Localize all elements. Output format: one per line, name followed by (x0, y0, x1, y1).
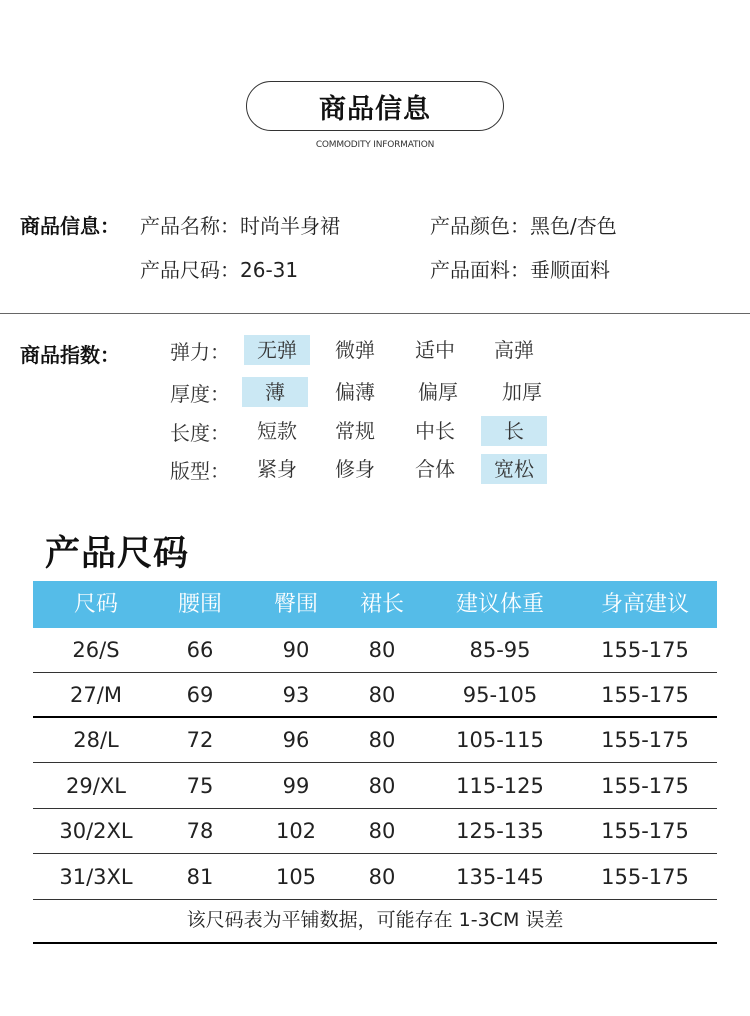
table-cell: 115-125 (456, 774, 544, 798)
table-cell: 80 (368, 683, 396, 707)
table-cell: 80 (368, 774, 396, 798)
index-name-elasticity: 弹力： (170, 340, 230, 364)
table-cell: 105-115 (456, 728, 544, 752)
index-option: 常规 (335, 419, 375, 443)
index-option: 高弹 (494, 338, 534, 362)
info-label: 商品信息： (20, 214, 120, 238)
table-cell: 96 (282, 728, 310, 752)
index-option: 偏薄 (335, 380, 375, 404)
size-table-note: 该尺码表为平铺数据，可能存在 1-3CM 误差 (186, 909, 564, 931)
table-cell: 66 (186, 638, 214, 662)
size-table-heading: 产品尺码 (45, 534, 190, 574)
table-cell: 81 (186, 865, 214, 889)
row-divider (33, 853, 717, 855)
table-cell: 31/3XL (59, 865, 133, 889)
index-option: 短款 (257, 419, 297, 443)
section-subtitle: COMMODITY INFORMATION (315, 140, 435, 150)
table-row (33, 809, 717, 854)
table-cell: 78 (186, 819, 214, 843)
product-color: 产品颜色：黑色/杏色 (430, 214, 617, 238)
index-option: 偏厚 (418, 380, 458, 404)
row-divider (33, 762, 717, 764)
table-row (33, 718, 717, 763)
section-title-pill (246, 81, 504, 131)
table-cell: 93 (282, 683, 310, 707)
index-option: 修身 (335, 457, 375, 481)
table-cell: 105 (275, 865, 317, 889)
index-option: 合体 (415, 457, 455, 481)
index-option-selected: 薄 (242, 377, 308, 407)
section-title: 商品信息 (319, 93, 431, 125)
index-name-thickness: 厚度： (170, 382, 230, 406)
index-option-selected: 长 (481, 416, 547, 446)
index-option: 加厚 (502, 380, 542, 404)
table-cell: 125-135 (456, 819, 544, 843)
index-name-fit: 版型： (170, 459, 230, 483)
table-cell: 80 (368, 728, 396, 752)
table-bottom-border (33, 942, 717, 944)
size-table-header (33, 581, 717, 628)
table-cell: 80 (368, 638, 396, 662)
product-fabric: 产品面料：垂顺面料 (430, 258, 610, 282)
table-cell: 69 (186, 683, 214, 707)
table-cell: 72 (186, 728, 214, 752)
table-cell: 27/M (70, 683, 122, 707)
table-cell: 155-175 (601, 819, 689, 843)
table-row (33, 673, 717, 718)
column-header: 身高建议 (600, 592, 689, 617)
index-option-selected: 宽松 (481, 454, 547, 484)
table-cell: 155-175 (601, 774, 689, 798)
index-option: 适中 (415, 338, 455, 362)
index-name-length: 长度： (170, 421, 230, 445)
table-cell: 75 (186, 774, 214, 798)
index-option-selected: 无弹 (244, 335, 310, 365)
product-name: 产品名称：时尚半身裙 (140, 214, 340, 238)
table-cell: 29/XL (66, 774, 126, 798)
table-cell: 155-175 (601, 728, 689, 752)
table-cell: 80 (368, 819, 396, 843)
table-cell: 155-175 (601, 683, 689, 707)
table-cell: 30/2XL (59, 819, 133, 843)
table-cell: 95-105 (462, 683, 538, 707)
table-cell: 85-95 (469, 638, 531, 662)
index-option: 中长 (415, 419, 455, 443)
table-cell: 99 (282, 774, 310, 798)
section-divider (0, 313, 750, 314)
table-row (33, 628, 717, 673)
table-cell: 102 (275, 819, 317, 843)
column-header: 尺码 (73, 592, 118, 617)
table-cell: 28/L (73, 728, 119, 752)
product-size: 产品尺码：26-31 (140, 258, 299, 282)
table-row (33, 855, 717, 900)
table-cell: 155-175 (601, 865, 689, 889)
index-label: 商品指数： (20, 343, 120, 367)
column-header: 裙长 (359, 592, 404, 617)
index-option: 紧身 (257, 457, 297, 481)
table-cell: 80 (368, 865, 396, 889)
column-header: 腰围 (177, 592, 222, 617)
index-option: 微弹 (335, 338, 375, 362)
table-cell: 135-145 (456, 865, 544, 889)
table-cell: 155-175 (601, 638, 689, 662)
table-cell: 26/S (72, 638, 120, 662)
table-cell: 90 (282, 638, 310, 662)
column-header: 建议体重 (455, 592, 544, 617)
table-row (33, 764, 717, 809)
column-header: 臀围 (273, 592, 318, 617)
